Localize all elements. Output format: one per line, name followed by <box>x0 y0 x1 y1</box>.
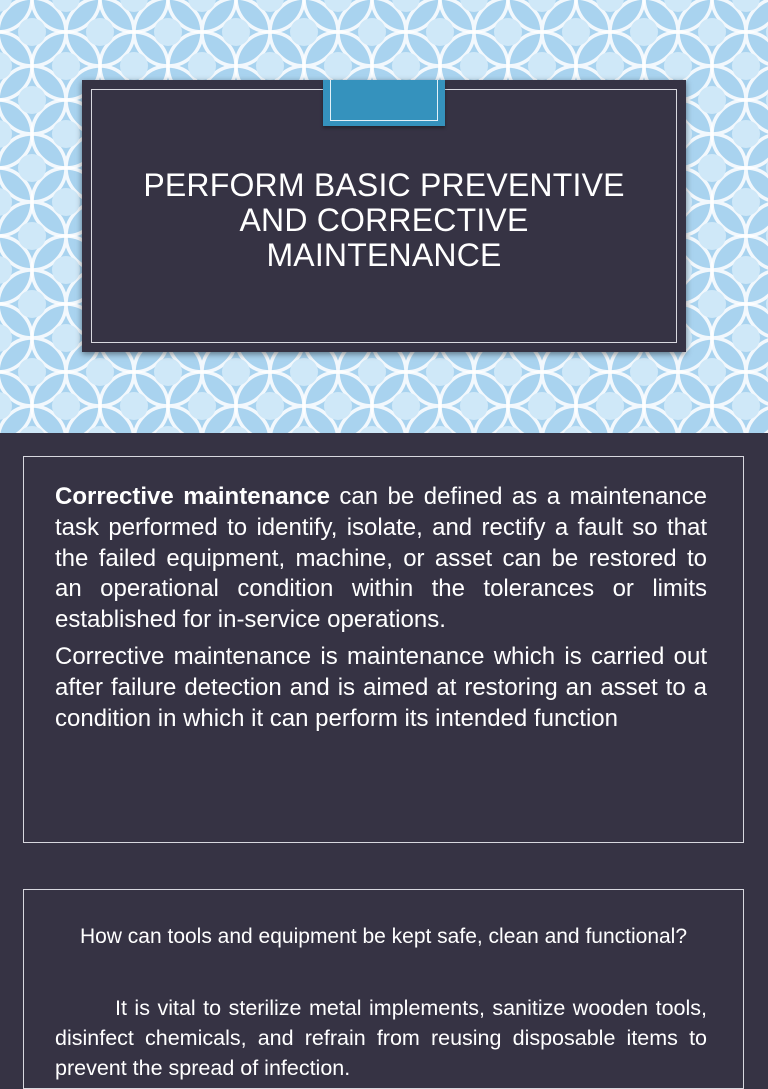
definition-text: can be defined as a maintenance task performed to identify, isolate, and rectify a fault so that the failed equipment, machine, or asset can be restored to an operational condition within the tolerances or limits established for in-service operations. <box>55 483 708 634</box>
definition-term: Corrective maintenance <box>55 483 330 510</box>
qa-answer: It is vital to sterilize metal implements, sanitize wooden tools, disinfect chemicals, and refrain from reusing disposable items to prevent the spread of infection. <box>55 996 707 1080</box>
patterned-header-background <box>0 0 768 433</box>
accent-tab <box>323 80 445 126</box>
definition-panel <box>23 456 744 843</box>
slide-title-line-2: AND CORRECTIVE <box>239 202 529 238</box>
definition-paragraph-2: Corrective maintenance is maintenance which is carried out after failure detection and is aimed at restoring an asset to a condition in which it can perform its intended function <box>55 642 707 732</box>
slide-title-line-1: PERFORM BASIC PREVENTIVE <box>143 167 625 203</box>
slide-title-line-3: MAINTENANCE <box>266 237 502 273</box>
qa-question: How can tools and equipment be kept safe, clean and functional? <box>79 925 688 948</box>
definition-paragraph-1 <box>55 482 707 636</box>
title-card <box>82 80 686 352</box>
qa-panel <box>23 889 744 1089</box>
accent-tab-border <box>330 80 438 121</box>
slide-title <box>112 168 656 273</box>
